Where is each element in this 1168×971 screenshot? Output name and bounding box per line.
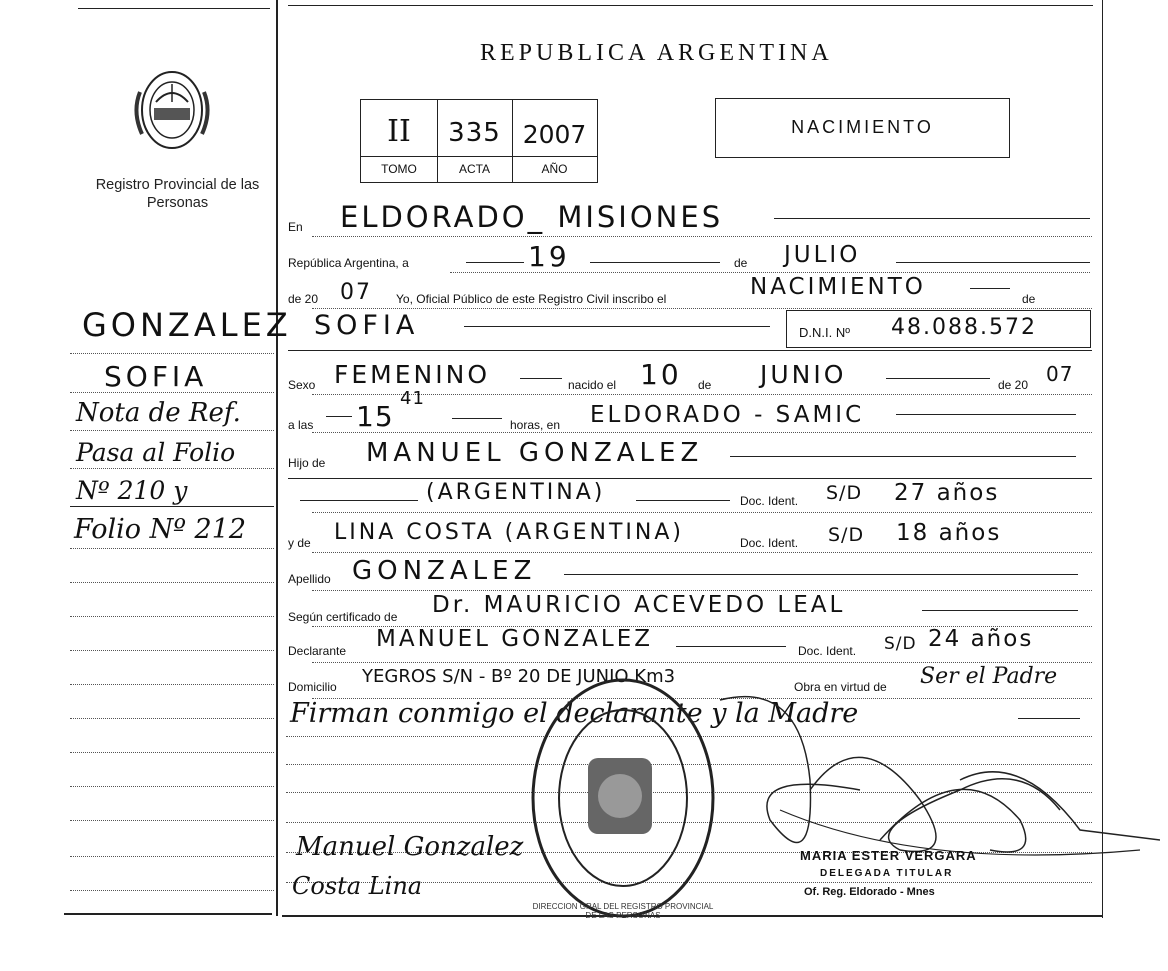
official-signature-scribble [660, 660, 1160, 920]
fill-line [676, 646, 786, 647]
left-rule [70, 506, 274, 507]
registry-label: Registro Provincial de las Personas [95, 177, 260, 211]
dni-value: 48.088.572 [891, 315, 1037, 340]
label-hijo-de: Hijo de [288, 456, 326, 470]
label-de-3: de [698, 378, 712, 392]
label-nacido-el: nacido el [568, 378, 617, 392]
fill-line [730, 456, 1076, 457]
record-type: NACIMIENTO [791, 117, 934, 137]
label-en: En [288, 220, 303, 234]
left-ruled-line [70, 786, 274, 787]
left-ruled-line [70, 820, 274, 821]
fill-line [922, 610, 1078, 611]
margin-note-line1: Nota de Ref. [76, 398, 241, 428]
label-sexo: Sexo [288, 378, 316, 392]
sex-value: FEMENINO [334, 360, 490, 389]
fill-line [466, 262, 524, 263]
fill-line [464, 326, 770, 327]
acta-value: 335 [448, 118, 501, 148]
column-divider [276, 0, 278, 916]
fill-line [452, 418, 502, 419]
father-age-value: 27 años [894, 480, 1000, 506]
obra-value: Ser el Padre [920, 664, 1058, 689]
margin-surname: GONZALEZ [82, 306, 292, 344]
top-rule-left [78, 8, 270, 9]
left-ruled-line [70, 353, 274, 354]
act-type-value: NACIMIENTO [750, 274, 926, 300]
label-a-las: a las [288, 418, 314, 432]
fill-line [300, 500, 418, 501]
left-ruled-line [70, 890, 274, 891]
label-horas-en: horas, en [510, 418, 561, 432]
declarant-age-value: 24 años [928, 626, 1034, 652]
official-place: Of. Reg. Eldorado - Mnes [804, 886, 935, 898]
left-ruled-line [70, 582, 274, 583]
left-ruled-line [70, 650, 274, 651]
birth-day-value: 10 [640, 358, 682, 391]
birth-year-suffix-value: 07 [1046, 362, 1074, 386]
ruled-line [312, 236, 1092, 237]
label-de-2: de [1022, 292, 1036, 306]
left-ruled-line [70, 684, 274, 685]
ruled-line [312, 552, 1092, 553]
label-inscribo: Yo, Oficial Público de este Registro Civil inscribo el [396, 292, 667, 306]
certifier-value: Dr. MAURICIO ACEVEDO LEAL [432, 592, 846, 618]
label-de-20: de 20 [288, 292, 319, 306]
fill-line [970, 288, 1010, 289]
place-value: ELDORADO_ MISIONES [340, 200, 724, 234]
left-ruled-line [70, 548, 274, 549]
declarant-value: MANUEL GONZALEZ [376, 626, 653, 652]
birth-hour-value: 15 [356, 400, 394, 433]
label-de-20-2: de 20 [998, 378, 1029, 392]
margin-note-line2: Pasa al Folio [76, 438, 236, 467]
stamp-ring-text: DIRECCION GRAL DEL REGISTRO PROVINCIAL DE LAS PERSONAS [532, 902, 714, 920]
ruled-line [312, 394, 1092, 395]
year-suffix-value: 07 [340, 280, 372, 305]
top-rule-right [288, 5, 1093, 6]
birth-place-value: ELDORADO - SAMIC [590, 402, 865, 428]
fill-line [590, 262, 720, 263]
official-name: MARIA ESTER VERGARA [800, 848, 977, 863]
fill-line [636, 500, 730, 501]
tomo-value: II [387, 114, 411, 149]
birth-month-value: JUNIO [760, 360, 847, 389]
anio-value: 2007 [522, 120, 587, 149]
ruled-line [450, 272, 1090, 273]
bottom-rule-left [64, 913, 272, 915]
left-ruled-line [70, 468, 274, 469]
label-republica: República Argentina, a [288, 256, 409, 270]
ruled-line [312, 512, 1092, 513]
day-value: 19 [528, 240, 570, 273]
ruled-line [312, 590, 1092, 591]
official-title: DELEGADA TITULAR [820, 868, 954, 879]
margin-note-line4: Folio Nº 212 [74, 514, 247, 545]
label-doc-ident: Doc. Ident. [740, 494, 799, 508]
left-ruled-line [70, 430, 274, 431]
label-apellido: Apellido [288, 572, 331, 586]
father-nationality-value: (ARGENTINA) [426, 480, 606, 505]
anio-label: AÑO [541, 162, 568, 176]
closing-statement: Firman conmigo el declarante y la Madre [290, 698, 859, 729]
surname-value: GONZALEZ [352, 556, 537, 586]
fill-line [520, 378, 562, 379]
left-ruled-line [70, 856, 274, 857]
label-y-de: y de [288, 536, 311, 550]
address-value: YEGROS S/N - Bº 20 DE JUNIO Km3 [362, 666, 676, 687]
dni-box [786, 310, 1091, 348]
fill-line [326, 416, 352, 417]
tomo-label: TOMO [381, 162, 417, 176]
provincial-seal-emblem [128, 62, 216, 162]
label-segun-certificado: Según certificado de [288, 610, 398, 624]
declarant-doc-value: S/D [884, 634, 917, 654]
ruled-line [312, 308, 1092, 309]
father-name-value: MANUEL GONZALEZ [366, 438, 704, 468]
volume-record-year-box [360, 99, 598, 183]
signature-mother: Costa Lina [292, 872, 423, 900]
label-dni: D.N.I. Nº [799, 325, 850, 340]
section-rule [288, 350, 1092, 351]
label-declarante: Declarante [288, 644, 347, 658]
fill-line [896, 262, 1090, 263]
mother-value: LINA COSTA (ARGENTINA) [334, 520, 685, 545]
signature-declarant: Manuel Gonzalez [296, 832, 524, 862]
fill-line [564, 574, 1078, 575]
left-ruled-line [70, 718, 274, 719]
month-value: JULIO [784, 242, 861, 268]
birth-minutes-value: 41 [400, 388, 425, 409]
margin-name: SOFIA [104, 360, 208, 393]
section-rule [288, 478, 1092, 479]
acta-label: ACTA [458, 162, 491, 176]
mother-age-value: 18 años [896, 520, 1002, 546]
left-ruled-line [70, 752, 274, 753]
margin-note-line3: Nº 210 y [76, 476, 188, 505]
record-type-box [715, 98, 1010, 158]
label-de: de [734, 256, 748, 270]
first-name-value: SOFIA [314, 310, 420, 341]
fill-line [886, 378, 990, 379]
fill-line [774, 218, 1090, 219]
label-obra-en-virtud: Obra en virtud de [794, 680, 887, 694]
left-ruled-line [70, 392, 274, 393]
country-title: REPUBLICA ARGENTINA [480, 40, 833, 66]
ruled-line [312, 432, 1092, 433]
left-ruled-line [70, 616, 274, 617]
father-doc-value: S/D [826, 482, 863, 504]
label-doc-ident-2: Doc. Ident. [740, 536, 799, 550]
label-doc-ident-3: Doc. Ident. [798, 644, 857, 658]
mother-doc-value: S/D [828, 524, 865, 546]
fill-line [896, 414, 1076, 415]
label-domicilio: Domicilio [288, 680, 337, 694]
